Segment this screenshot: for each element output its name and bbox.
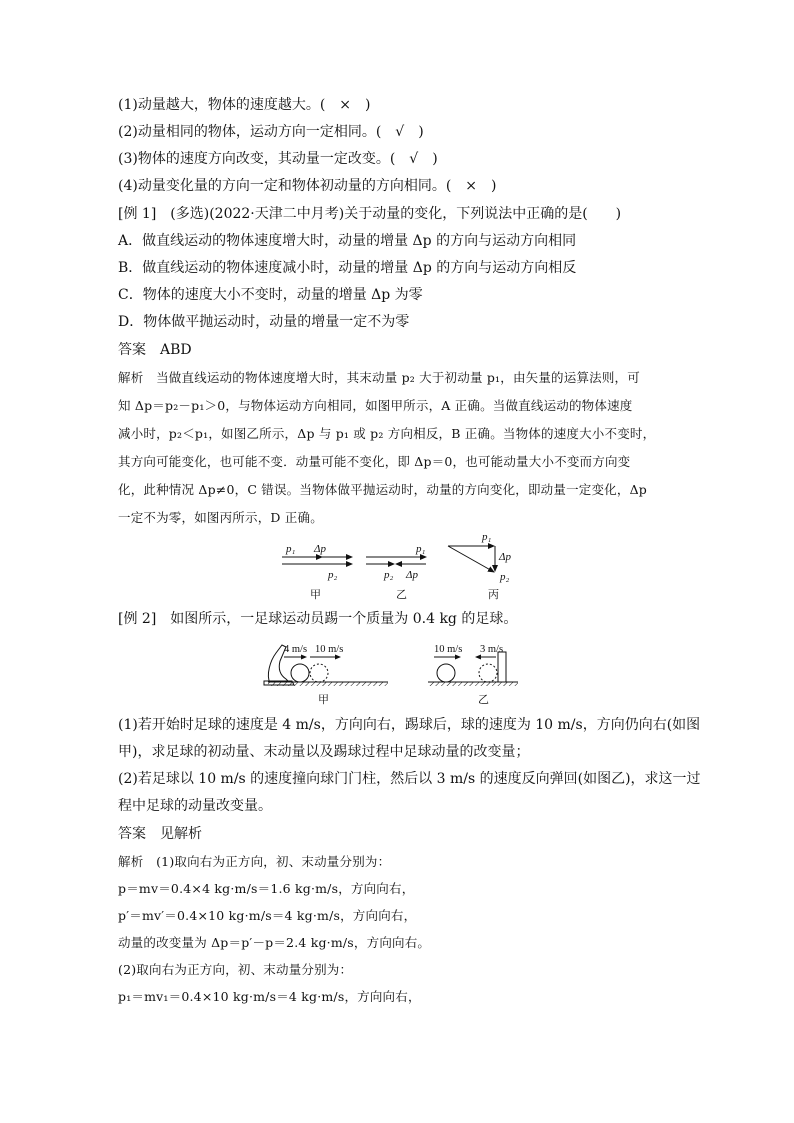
- example-2-question: [例 2] 如图所示，一足球运动员踢一个质量为 0.4 kg 的足球。: [118, 611, 518, 627]
- figure-yi: [366, 543, 426, 601]
- example-2-solution-5: (2)取向右为正方向，初、末动量分别为：: [118, 962, 353, 977]
- example-2-q2-line-1: (2)若足球以 10 m/s 的速度撞向球门门柱，然后以 3 m/s 的速度反向弹回(如图乙)，求这一过: [118, 771, 701, 787]
- speed-label-d: 3 m/s: [480, 644, 504, 655]
- figure-jia: [282, 543, 352, 601]
- ground-hatch: [428, 682, 518, 686]
- speed-label-b: 10 m/s: [315, 644, 344, 655]
- arrow-p2: [448, 546, 494, 572]
- football-figures: [260, 635, 530, 711]
- figure-bing: [448, 531, 511, 601]
- label-p2: p₂: [384, 569, 394, 581]
- label-p2: p₂: [328, 569, 338, 581]
- speed-label-c: 10 m/s: [434, 644, 463, 655]
- caption-jia: 甲: [310, 589, 321, 601]
- label-dp: Δp: [406, 569, 418, 581]
- label-p1: p₁: [482, 531, 492, 543]
- figure-kick: [264, 644, 388, 706]
- caption-bing: 丙: [488, 589, 499, 601]
- example-2-q2-line-2: 程中足球的动量改变量。: [118, 798, 272, 814]
- caption-kick: 甲: [318, 694, 329, 706]
- example-1-explanation-5: 化，此种情况 Δp≠0，C 错误。当物体做平抛运动时，动量的方向变化，即动量一定变化，Δp: [118, 482, 647, 497]
- ball-rebound: [479, 664, 497, 682]
- speed-label-a: 4 m/s: [284, 644, 308, 655]
- example-2-solution-2: p＝mv＝0.4×4 kg·m/s＝1.6 kg·m/s，方向向右，: [118, 881, 415, 896]
- example-1-option-a: A．做直线运动的物体速度增大时，动量的增量 Δp 的方向与运动方向相同: [118, 233, 577, 249]
- example-1-answer: 答案 ABD: [118, 342, 192, 358]
- example-2-q1-line-2: 甲)，求足球的初动量、末动量以及踢球过程中足球动量的改变量；: [118, 744, 530, 760]
- label-p2: p₂: [500, 571, 510, 583]
- example-1-explanation-3: 减小时，p₂＜p₁，如图乙所示，Δp 与 p₁ 或 p₂ 方向相反，B 正确。当物体的速度大小不变时，: [118, 426, 656, 441]
- caption-yi: 乙: [396, 589, 407, 601]
- label-p1: p₁: [416, 543, 426, 555]
- label-dp: Δp: [499, 551, 511, 563]
- example-1-explanation-2: 知 Δp＝p₂－p₁＞0，与物体运动方向相同，如图甲所示，A 正确。当做直线运动的物体速度: [118, 398, 633, 413]
- example-2-answer: 答案 见解析: [118, 826, 202, 842]
- example-2-solution-3: p′＝mv′＝0.4×10 kg·m/s＝4 kg·m/s，方向向右，: [118, 908, 417, 923]
- example-1-explanation-4: 其方向可能变化，也可能不变．动量可能不变化，即 Δp＝0，也可能动量大小不变而方向变: [118, 454, 631, 469]
- label-p1: p₁: [286, 543, 296, 555]
- example-2-solution-1: 解析 (1)取向右为正方向，初、末动量分别为：: [118, 854, 391, 869]
- figure-goalpost: [428, 644, 518, 706]
- tf-item-1: (1)动量越大，物体的速度越大。( × ): [118, 97, 371, 113]
- example-1-option-b: B．做直线运动的物体速度减小时，动量的增量 Δp 的方向与运动方向相反: [118, 260, 577, 276]
- ball-initial: [437, 664, 455, 682]
- momentum-vector-figures: [270, 528, 540, 602]
- example-2-q1-line-1: (1)若开始时足球的速度是 4 m/s，方向向右，踢球后，球的速度为 10 m/s，方向仍向右(如图: [118, 717, 701, 733]
- caption-goalpost: 乙: [478, 694, 489, 706]
- goal-post: [498, 652, 506, 682]
- ground-hatch: [268, 682, 388, 686]
- example-1-question: [例 1] (多选)(2022·天津二中月考)关于动量的变化，下列说法中正确的是( ): [118, 206, 622, 222]
- example-2-solution-4: 动量的改变量为 Δp＝p′－p＝2.4 kg·m/s，方向向右。: [118, 935, 431, 950]
- example-1-option-c: C．物体的速度大小不变时，动量的增量 Δp 为零: [118, 287, 423, 303]
- example-1-explanation-6: 一定不为零，如图丙所示，D 正确。: [118, 510, 323, 525]
- ball-initial: [291, 664, 309, 682]
- label-dp: Δp: [314, 543, 326, 555]
- tf-item-3: (3)物体的速度方向改变，其动量一定改变。( √ ): [118, 151, 438, 167]
- ball-final: [310, 664, 328, 682]
- tf-item-2: (2)动量相同的物体，运动方向一定相同。( √ ): [118, 124, 424, 140]
- tf-item-4: (4)动量变化量的方向一定和物体初动量的方向相同。( × ): [118, 178, 497, 194]
- example-2-solution-6: p₁＝mv₁＝0.4×10 kg·m/s＝4 kg·m/s，方向向右，: [118, 989, 421, 1004]
- example-1-explanation-1: 解析 当做直线运动的物体速度增大时，其末动量 p₂ 大于初动量 p₁，由矢量的运算法则，可: [118, 370, 640, 385]
- example-1-option-d: D．物体做平抛运动时，动量的增量一定不为零: [118, 314, 410, 330]
